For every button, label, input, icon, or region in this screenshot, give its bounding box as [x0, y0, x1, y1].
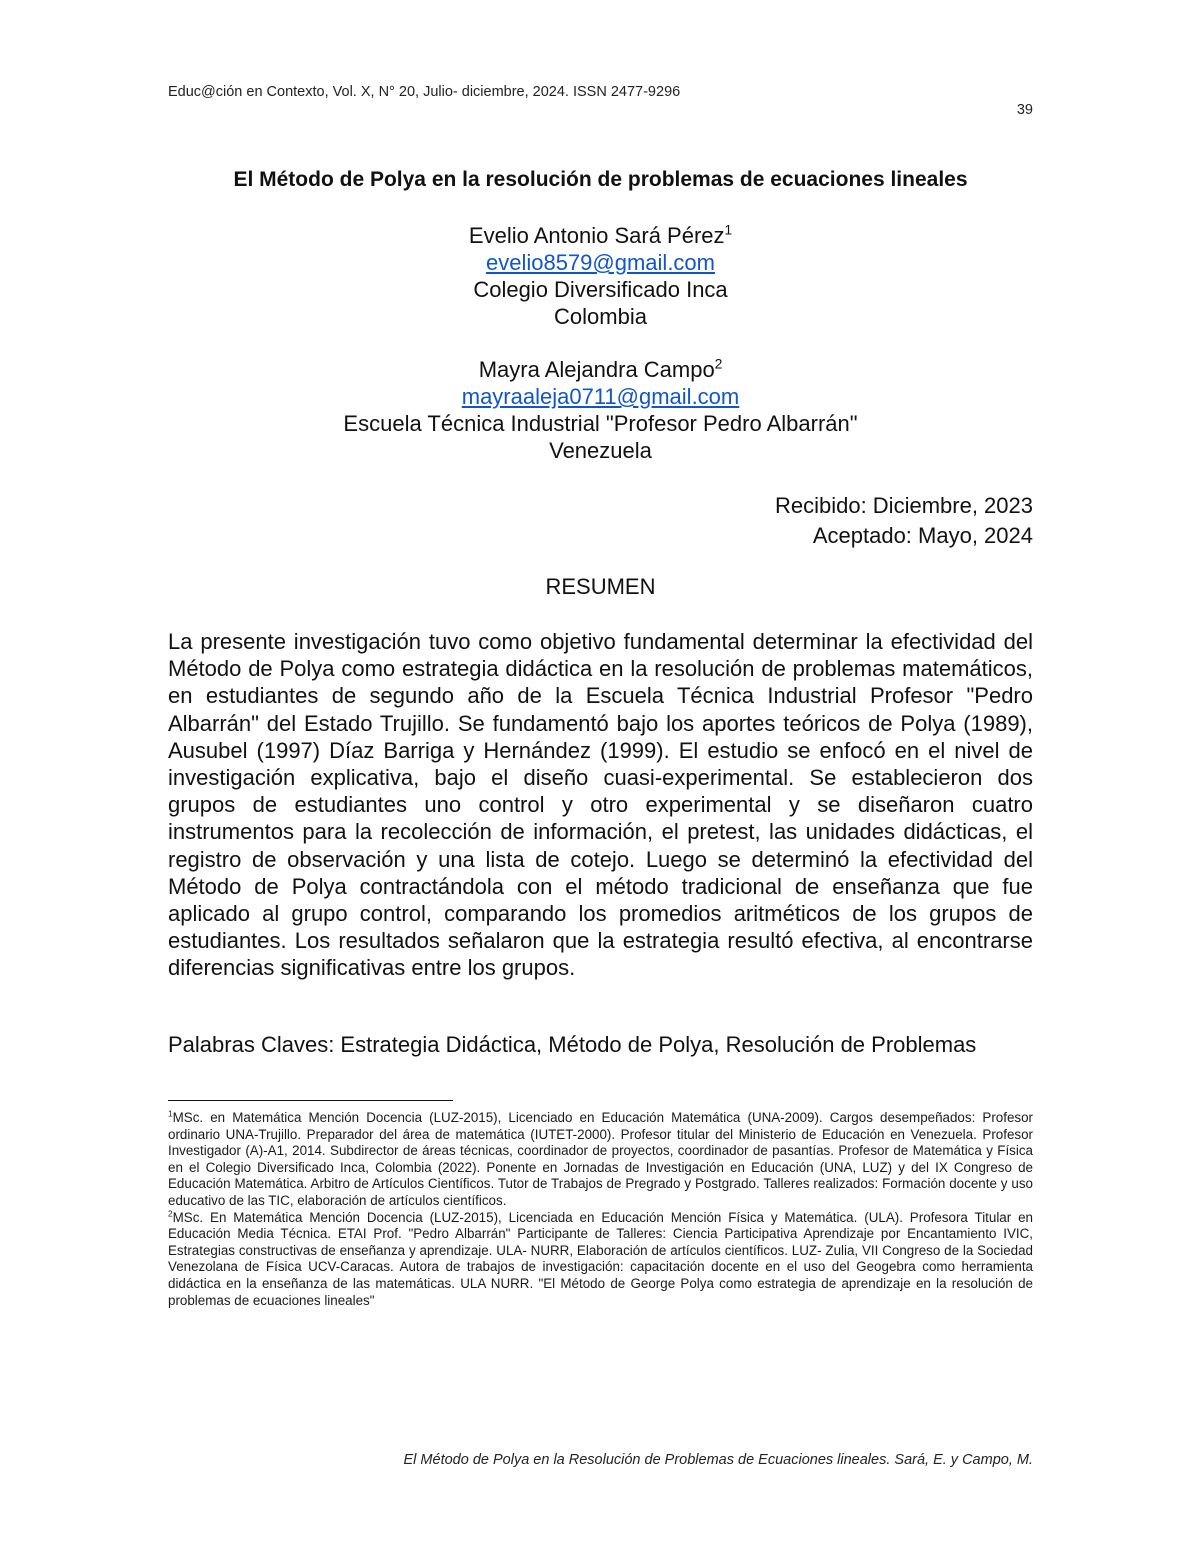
received-date: Recibido: Diciembre, 2023	[774, 493, 1033, 518]
footnote-text: MSc. en Matemática Mención Docencia (LUZ-2015), Licenciado en Educación Matemática (UNA-2009). Cargos desempeñados: Profesor ordinario UNA-Trujillo. Preparador del área de matemática (IUTET-2000). Profesor titular del Ministerio de Educación en Venezuela. Profesor Investigador (A)-A1, 2014. Subdirector de áreas técnicas, coordinador de proyectos, coordinador de pasantías. Profesor de Matemática y Física en el Colegio Diversificado Inca, Colombia (2022). Ponente en Jornadas de Investigación en Educación (UNA, LUZ) y del IX Congreso de Educación Matemática. Arbitro de Artículos Científicos. Tutor de Trabajos de Pregrado y Postgrado. Talleres realizados: Formación docente y uso educativo de las TIC, elaboración de artículos científicos.	[168, 1110, 1033, 1208]
author-institution: Colegio Diversificado Inca	[473, 277, 728, 302]
footnote-mark: 1	[168, 1108, 173, 1119]
footnote-marker[interactable]: 2	[714, 356, 723, 372]
footnote-divider	[168, 1100, 453, 1101]
author-email-link[interactable]: mayraaleja0711@gmail.com	[461, 384, 740, 409]
author-block-1	[168, 222, 1033, 330]
footnote-mark: 2	[168, 1208, 173, 1219]
footnote-marker[interactable]: 1	[724, 222, 733, 238]
abstract-text: La presente investigación tuvo como objetivo fundamental determinar la efectividad del Método de Polya como estrategia didáctica en la resolución de problemas matemáticos, en estudiantes de segundo año de la Escuela Técnica Industrial Profesor "Pedro Albarrán" del Estado Trujillo. Se fundamentó bajo los aportes teóricos de Polya (1989), Ausubel (1997) Díaz Barriga y Hernández (1999). El estudio se enfocó en el nivel de investigación explicativa, bajo el diseño cuasi-experimental. Se establecieron dos grupos de estudiantes uno control y otro experimental y se diseñaron cuatro instrumentos para la recolección de información, el pretest, las unidades didácticas, el registro de observación y una lista de cotejo. Luego se determinó la efectividad del Método de Polya contractándola con el método tradicional de enseñanza que fue aplicado al grupo control, comparando los promedios aritméticos de los grupos de estudiantes. Los resultados señalaron que la estrategia resultó efectiva, al encontrarse diferencias significativas entre los grupos.	[168, 629, 1033, 981]
footnotes	[168, 1110, 1033, 1309]
footnote-1	[168, 1110, 1033, 1210]
page-number: 39	[1016, 102, 1033, 118]
author-name-line	[168, 222, 1033, 249]
accepted-date: Aceptado: Mayo, 2024	[812, 523, 1033, 548]
submission-dates	[775, 491, 1033, 551]
journal-header: Educ@ción en Contexto, Vol. X, N° 20, Julio- diciembre, 2024. ISSN 2477-9296	[168, 84, 681, 100]
abstract-heading: RESUMEN	[545, 574, 656, 599]
keywords: Palabras Claves: Estrategia Didáctica, Método de Polya, Resolución de Problemas	[168, 1032, 977, 1057]
author-name: Evelio Antonio Sará Pérez	[468, 223, 725, 248]
author-country: Venezuela	[549, 438, 652, 463]
article-title: El Método de Polya en la resolución de problemas de ecuaciones lineales	[233, 168, 968, 191]
author-block-2	[168, 356, 1033, 464]
author-country: Colombia	[554, 304, 647, 329]
author-name-line	[168, 356, 1033, 383]
footnote-text: MSc. En Matemática Mención Docencia (LUZ-2015), Licenciada en Educación Mención Física y Matemática. (ULA). Profesora Titular en Educación Media Técnica. ETAI Prof. "Pedro Albarrán" Participante de Talleres: Ciencia Participativa Aprendizaje por Encantamiento IVIC, Estrategias constructivas de enseñanza y aprendizaje. ULA- NURR, Elaboración de artículos científicos. LUZ- Zulia, VII Congreso de la Sociedad Venezolana de Física UCV-Caracas. Autora de trabajos de investigación: capacitación docente en el uso del Geogebra como herramienta didáctica en la enseñanza de las matemáticas. ULA NURR. "El Método de George Polya como estrategia de aprendizaje en la resolución de problemas de ecuaciones lineales"	[168, 1209, 1033, 1308]
author-institution: Escuela Técnica Industrial "Profesor Pedro Albarrán"	[343, 411, 858, 436]
page-footer: El Método de Polya en la Resolución de Problemas de Ecuaciones lineales. Sará, E. y Campo, M.	[403, 1452, 1033, 1468]
footnote-2	[168, 1210, 1033, 1310]
author-email-link[interactable]: evelio8579@gmail.com	[485, 250, 715, 275]
author-name: Mayra Alejandra Campo	[478, 357, 715, 382]
